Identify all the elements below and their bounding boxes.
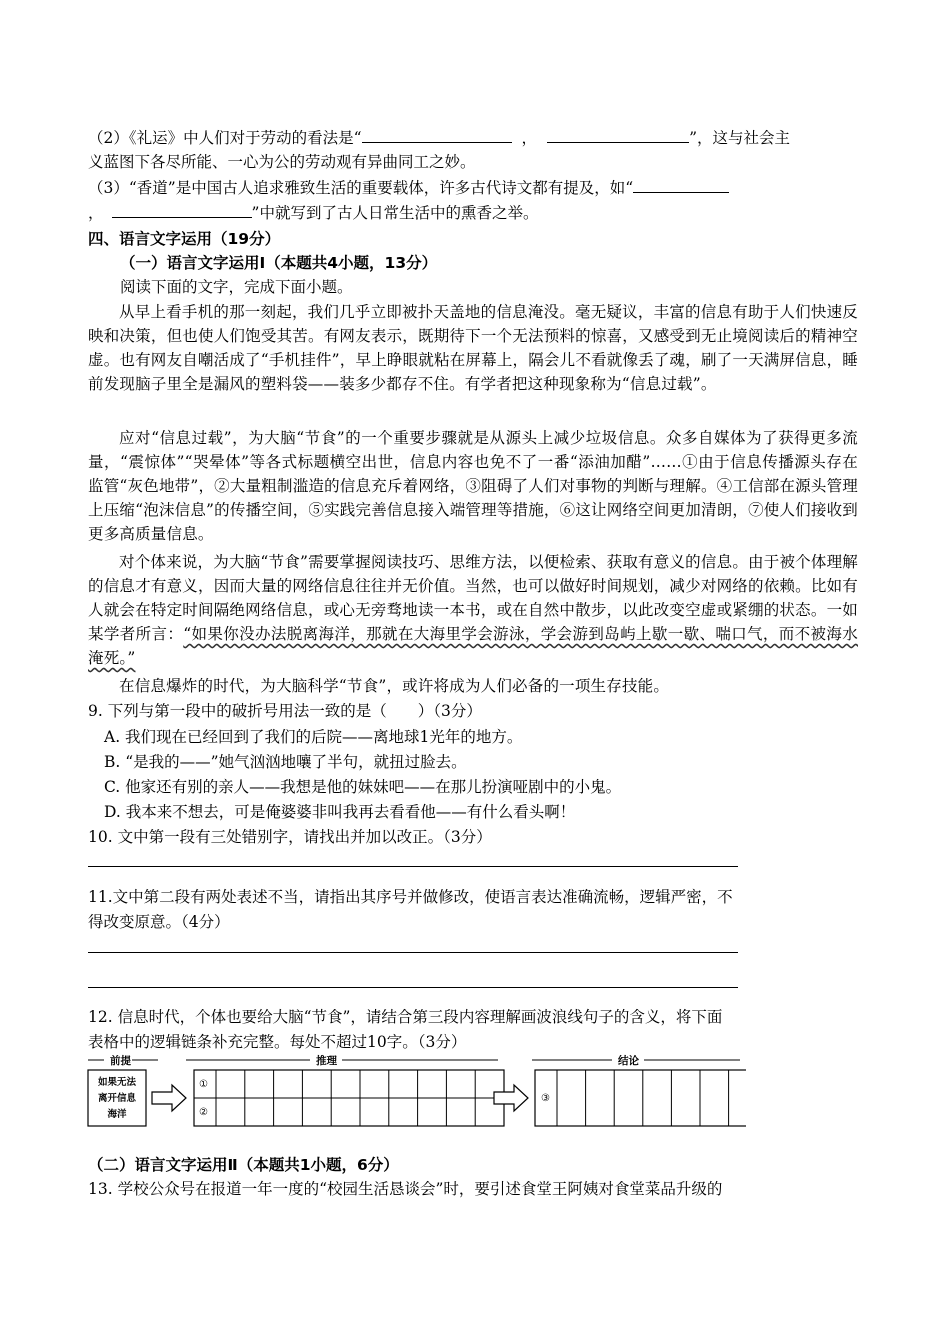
question-10: 10. 文中第一段有三处错别字，请找出并加以改正。（3分）	[88, 828, 492, 846]
passage-paragraph-3	[88, 550, 858, 670]
subsection-2-title: （二）语言文字运用Ⅱ（本题共1小题，6分）	[88, 1156, 399, 1174]
question-13: 13. 学校公众号在报道一年一度的“校园生活恳谈会”时，要引述食堂王阿姨对食堂菜品升级的	[88, 1180, 723, 1198]
q2-blank-2[interactable]	[547, 126, 689, 143]
wavy-underlined-sentence: “如果你没办法脱离海洋，那就在大海里学会游泳，学会游到岛屿上歇一歇、喘口气，而不被海水淹死。”	[88, 625, 858, 667]
q10-answer-line[interactable]	[88, 866, 738, 867]
q2-text-b: ”，这与社会主	[689, 129, 790, 147]
q3-blank-1[interactable]	[633, 176, 729, 193]
header-conclusion: 结论	[618, 1055, 639, 1067]
question-11-line2: 得改变原意。（4分）	[88, 913, 230, 931]
q2-comma: ，	[521, 129, 538, 147]
marker-3: ③	[541, 1093, 550, 1104]
q11-answer-line-1[interactable]	[88, 952, 738, 953]
q2-blank-1[interactable]	[362, 126, 512, 143]
subsection-1-title: （一）语言文字运用Ⅰ（本题共4小题，13分）	[120, 254, 438, 272]
question-12-line1: 12. 信息时代，个体也要给大脑“节食”，请结合第三段内容理解画波浪线句子的含义，将下面	[88, 1008, 723, 1026]
q3-comma: ，	[88, 204, 104, 222]
q3-text-a: （3）“香道”是中国古人追求雅致生活的重要载体，许多古代诗文都有提及，如“	[88, 179, 634, 197]
q9-option-c[interactable]: C. 他家还有别的亲人——我想是他的妹妹吧——在那儿扮演哑剧中的小鬼。	[104, 778, 622, 796]
q3-text-b: ”中就写到了古人日常生活中的熏香之举。	[251, 204, 539, 222]
q3-blank-2[interactable]	[112, 201, 252, 218]
header-reasoning: 推理	[316, 1055, 337, 1067]
q2-line1	[88, 126, 790, 149]
question-12-line2: 表格中的逻辑链条补充完整。每处不超过10字。（3分）	[88, 1033, 467, 1051]
grid-frame	[535, 1070, 746, 1126]
conclusion-grid	[535, 1070, 746, 1126]
q3-line1	[88, 176, 729, 199]
logic-chain-diagram	[86, 1052, 746, 1130]
q2-line2: 义蓝图下各尽所能、一心为公的劳动观有异曲同工之妙。	[88, 153, 476, 171]
reasoning-grid	[194, 1070, 504, 1126]
q9-option-a[interactable]: A. 我们现在已经回到了我们的后院——离地球1光年的地方。	[104, 728, 523, 746]
header-premise: 前提	[110, 1055, 131, 1067]
question-11-line1: 11.文中第二段有两处表述不当，请指出其序号并做修改，使语言表达准确流畅，逻辑严密，不	[88, 888, 733, 906]
q9-option-b[interactable]: B. “是我的——”她气汹汹地嚷了半句，就扭过脸去。	[104, 753, 467, 771]
marker-1: ①	[199, 1079, 208, 1090]
q11-answer-line-2[interactable]	[88, 987, 738, 988]
premise-line-2: 离开信息	[97, 1093, 137, 1104]
marker-2: ②	[199, 1107, 208, 1118]
passage-paragraph-2: 应对“信息过载”，为大脑“节食”的一个重要步骤就是从源头上减少垃圾信息。众多自媒体为了获得更多流量，“震惊体”“哭晕体”等各式标题横空出世，信息内容也免不了一番“添油加醋”……①由于信息传播源头存在监管“灰色地带”，②大量粗制滥造的信息充斥着网络，③阻碍了人们对事物的判断与理解。④工信部在源头管理上压缩“泡沫信息”的传播空间，⑤实践完善信息接入端管理等措施，⑥这让网络空间更加清朗，⑦使人们接收到更多高质量信息。	[88, 429, 858, 543]
premise-line-1: 如果无法	[97, 1077, 137, 1088]
passage-paragraph-4: 在信息爆炸的时代，为大脑科学“节食”，或许将成为人们必备的一项生存技能。	[119, 677, 670, 695]
reading-intro: 阅读下面的文字，完成下面小题。	[120, 278, 353, 296]
arrow-right-icon	[152, 1085, 186, 1111]
q3-line2	[88, 201, 538, 224]
paragraph-3-text: 对个体来说，为大脑“节食”需要掌握阅读技巧、思维方法，以便检索、获取有意义的信息。由于被个体理解的信息才有意义，因而大量的网络信息往往并无价值。当然，也可以做好时间规划，减少对网络的依赖。比如有人就会在特定时间隔绝网络信息，或心无旁骛地读一本书，或在自然中散步，以此改变空虚或紧绷的状态。一如某学者所言：	[88, 553, 858, 643]
question-9: 9. 下列与第一段中的破折号用法一致的是（ ）（3分）	[88, 702, 482, 720]
passage-paragraph-1: 从早上看手机的那一刻起，我们几乎立即被扑天盖地的信息淹没。毫无疑议，丰富的信息有助于人们快速反映和决策，但也使人们饱受其苦。有网友表示，既期待下一个无法预料的惊喜，又感受到无止境阅读后的精神空虚。也有网友自嘲活成了“手机挂件”，早上睁眼就粘在屏幕上，隔会儿不看就像丢了魂，刷了一天满屏信息，睡前发现脑子里全是漏风的塑料袋——装多少都存不住。有学者把这种现象称为“信息过载”。	[88, 303, 858, 393]
q9-option-d[interactable]: D. 我本来不想去，可是俺婆婆非叫我再去看看他——有什么看头啊！	[104, 803, 576, 821]
q2-text-a: （2）《礼运》中人们对于劳动的看法是“	[88, 129, 362, 147]
premise-line-3: 海洋	[107, 1109, 127, 1120]
section-title: 四、语言文字运用（19分）	[88, 230, 281, 248]
